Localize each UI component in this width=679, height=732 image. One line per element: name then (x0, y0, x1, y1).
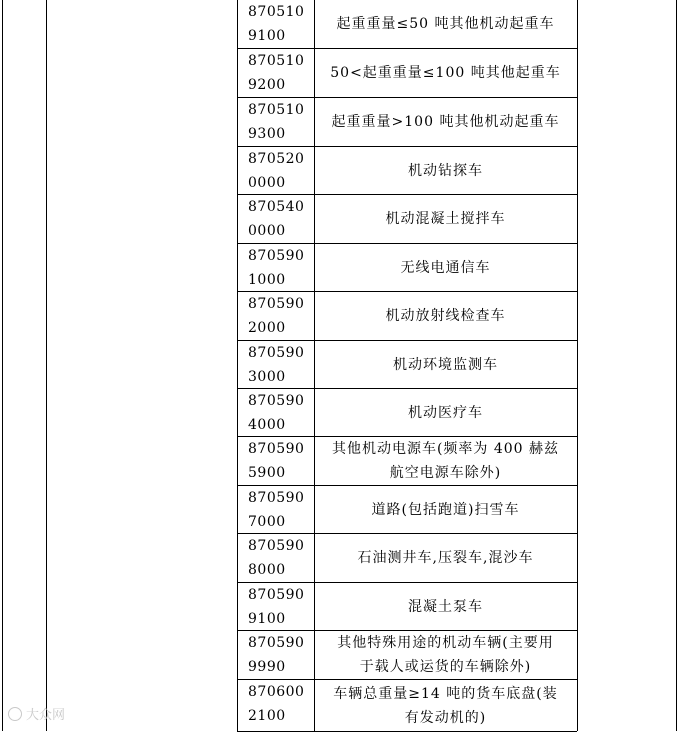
table-row (237, 631, 577, 680)
table-row (237, 195, 577, 244)
tariff-code-line1: 870590 (248, 490, 305, 506)
tariff-code-cell (237, 341, 313, 388)
description-text: 无线电通信车 (400, 259, 491, 276)
tariff-code-line1: 870590 (248, 248, 305, 264)
tariff-code-line2: 9100 (248, 28, 286, 44)
description-cell (314, 49, 577, 97)
tariff-code-cell (237, 583, 313, 630)
description-cell (314, 195, 577, 243)
tariff-code-line1: 870510 (248, 4, 305, 20)
table-row (237, 389, 577, 437)
tariff-code-cell (237, 292, 313, 340)
table-row (237, 98, 577, 147)
tariff-code-cell (237, 0, 313, 48)
description-text: 混凝土泵车 (408, 598, 483, 615)
description-cell (314, 389, 577, 436)
tariff-code-cell (237, 486, 313, 533)
description-cell (314, 98, 577, 146)
description-text: 道路(包括跑道)扫雪车 (371, 501, 520, 518)
table-row (237, 341, 577, 389)
tariff-code-cell (237, 631, 313, 679)
tariff-code-line2: 5900 (248, 465, 286, 481)
description-text: 50<起重重量≤100 吨其他起重车 (330, 65, 561, 81)
tariff-code-line2: 2000 (248, 320, 286, 336)
description-cell (314, 292, 577, 340)
tariff-code-cell (237, 98, 313, 146)
tariff-code-cell (237, 49, 313, 97)
tariff-code-line1: 870540 (248, 199, 305, 215)
table-row (237, 437, 577, 486)
tariff-code-line2: 9100 (248, 611, 286, 627)
tariff-code-cell (237, 147, 313, 194)
tariff-code-line1: 870600 (248, 684, 305, 700)
description-text: 起重重量≤50 吨其他机动起重车 (336, 16, 555, 32)
tariff-code-line1: 870590 (248, 635, 305, 651)
column-divider-4 (577, 0, 578, 731)
tariff-code-line1: 870520 (248, 151, 305, 167)
table-row (237, 49, 577, 98)
description-cell (314, 437, 577, 485)
watermark-logo-icon (8, 707, 22, 721)
description-text: 机动钻探车 (408, 162, 483, 179)
table-row (237, 147, 577, 195)
description-cell (314, 680, 577, 731)
table-row (237, 583, 577, 631)
table-row (237, 534, 577, 583)
tariff-code-cell (237, 195, 313, 243)
table-row (237, 0, 577, 49)
tariff-code-cell (237, 244, 313, 291)
column-divider-1 (46, 0, 47, 731)
description-cell (314, 534, 577, 582)
table-row (237, 486, 577, 534)
tariff-code-line2: 0000 (248, 223, 286, 239)
table-row (237, 292, 577, 341)
description-text: 其他机动电源车(频率为 400 赫兹 航空电源车除外) (331, 441, 560, 481)
tariff-code-line2: 3000 (248, 369, 286, 385)
tariff-code-line2: 1000 (248, 272, 286, 288)
description-text: 其他特殊用途的机动车辆(主要用 于载人或运货的车辆除外) (337, 635, 554, 675)
tariff-code-line1: 870590 (248, 296, 305, 312)
description-cell (314, 147, 577, 194)
description-text: 起重重量>100 吨其他机动起重车 (331, 114, 560, 130)
tariff-code-line2: 4000 (248, 417, 286, 433)
tariff-code-line1: 870510 (248, 102, 305, 118)
table-border-right (676, 0, 677, 731)
tariff-code-line1: 870590 (248, 538, 305, 554)
tariff-code-cell (237, 534, 313, 582)
tariff-code-line1: 870590 (248, 587, 305, 603)
tariff-code-line2: 7000 (248, 514, 286, 530)
watermark (8, 704, 65, 723)
table-row (237, 680, 577, 732)
description-text: 石油测井车,压裂车,混沙车 (357, 550, 534, 566)
tariff-code-line2: 0000 (248, 175, 286, 191)
tariff-code-line1: 870590 (248, 393, 305, 409)
tariff-code-line2: 9200 (248, 77, 286, 93)
tariff-code-cell (237, 680, 313, 731)
description-text: 机动放射线检查车 (385, 308, 506, 324)
description-cell (314, 631, 577, 679)
tariff-code-cell (237, 437, 313, 485)
tariff-code-line1: 870590 (248, 441, 305, 457)
description-cell (314, 341, 577, 388)
description-cell (314, 244, 577, 291)
tariff-code-line1: 870590 (248, 345, 305, 361)
tariff-code-line2: 9990 (248, 659, 286, 675)
tariff-code-line2: 8000 (248, 562, 286, 578)
description-cell (314, 583, 577, 630)
description-text: 机动环境监测车 (393, 356, 498, 373)
description-cell (314, 0, 577, 48)
watermark-text: 大众网 (26, 708, 66, 723)
tariff-code-line2: 9300 (248, 126, 286, 142)
table-row (237, 244, 577, 292)
tariff-code-line1: 870510 (248, 53, 305, 69)
tariff-code-cell (237, 389, 313, 436)
description-text: 机动医疗车 (408, 404, 483, 421)
description-cell (314, 486, 577, 533)
description-text: 车辆总重量≥14 吨的货车底盘(装 有发动机的) (333, 685, 558, 726)
tariff-code-line2: 2100 (248, 708, 286, 724)
table-border-left (2, 0, 3, 731)
description-text: 机动混凝土搅拌车 (385, 211, 506, 227)
